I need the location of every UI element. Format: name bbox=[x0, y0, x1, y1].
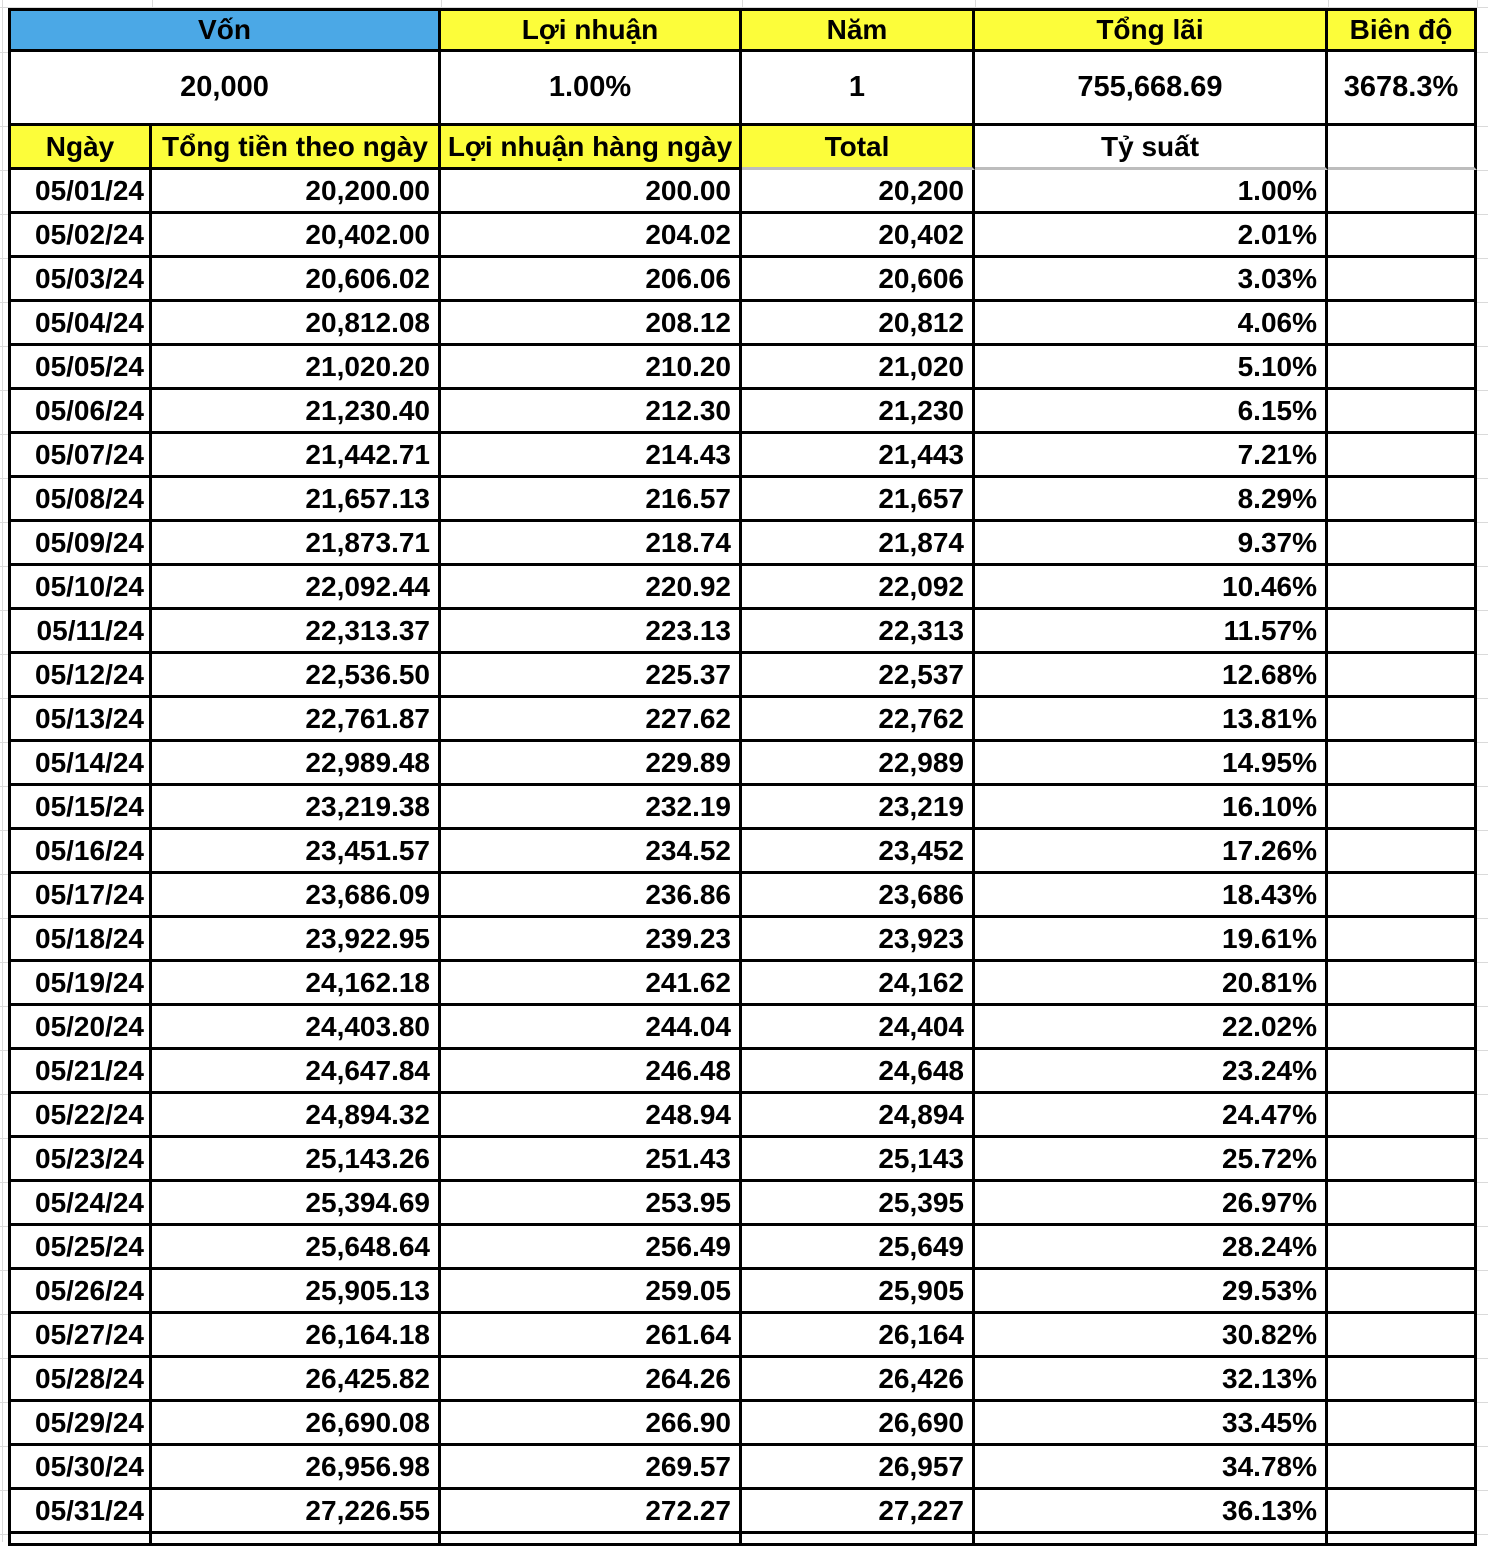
cell-daily-total[interactable]: 25,648.64 bbox=[152, 1226, 441, 1270]
cell-date[interactable]: 05/05/24 bbox=[11, 346, 152, 390]
cell-daily-total[interactable]: 26,164.18 bbox=[152, 1314, 441, 1358]
cell-total[interactable]: 26,690 bbox=[742, 1402, 975, 1446]
cell-blank[interactable] bbox=[1328, 742, 1477, 786]
cell-daily-profit[interactable]: 261.64 bbox=[441, 1314, 742, 1358]
cell-date[interactable]: 05/23/24 bbox=[11, 1138, 152, 1182]
gridline bbox=[441, 0, 442, 8]
cell-rate[interactable]: 4.06% bbox=[975, 302, 1328, 346]
col-header-blank[interactable] bbox=[1328, 126, 1477, 170]
cell-total[interactable]: 24,894 bbox=[742, 1094, 975, 1138]
cell-blank[interactable] bbox=[1328, 874, 1477, 918]
empty-cell[interactable] bbox=[11, 1534, 152, 1546]
gridline bbox=[1328, 0, 1329, 8]
cell-rate[interactable]: 14.95% bbox=[975, 742, 1328, 786]
cell-date[interactable]: 05/21/24 bbox=[11, 1050, 152, 1094]
cell-daily-total[interactable]: 20,200.00 bbox=[152, 170, 441, 214]
cell-daily-profit[interactable]: 259.05 bbox=[441, 1270, 742, 1314]
cell-daily-total[interactable]: 24,894.32 bbox=[152, 1094, 441, 1138]
cell-rate[interactable]: 25.72% bbox=[975, 1138, 1328, 1182]
cell-date[interactable]: 05/14/24 bbox=[11, 742, 152, 786]
cell-rate[interactable]: 3.03% bbox=[975, 258, 1328, 302]
cell-daily-profit[interactable]: 236.86 bbox=[441, 874, 742, 918]
cell-blank[interactable] bbox=[1328, 346, 1477, 390]
cell-blank[interactable] bbox=[1328, 654, 1477, 698]
col-header-rate[interactable]: Tỷ suất bbox=[975, 126, 1328, 170]
cell-rate[interactable]: 28.24% bbox=[975, 1226, 1328, 1270]
cell-daily-profit[interactable]: 227.62 bbox=[441, 698, 742, 742]
cell-total[interactable]: 26,957 bbox=[742, 1446, 975, 1490]
cell-rate[interactable]: 24.47% bbox=[975, 1094, 1328, 1138]
cell-daily-total[interactable]: 22,313.37 bbox=[152, 610, 441, 654]
spreadsheet-table bbox=[8, 8, 1477, 1546]
gridline bbox=[742, 0, 743, 8]
cell-total[interactable]: 21,443 bbox=[742, 434, 975, 478]
cell-total[interactable]: 22,537 bbox=[742, 654, 975, 698]
header-margin[interactable]: Biên độ bbox=[1328, 11, 1477, 52]
cell-rate[interactable]: 19.61% bbox=[975, 918, 1328, 962]
cell-daily-profit[interactable]: 253.95 bbox=[441, 1182, 742, 1226]
empty-cell[interactable] bbox=[1328, 1534, 1477, 1546]
cell-blank[interactable] bbox=[1328, 1094, 1477, 1138]
cell-rate[interactable]: 10.46% bbox=[975, 566, 1328, 610]
cell-blank[interactable] bbox=[1328, 1358, 1477, 1402]
header-total-interest[interactable]: Tổng lãi bbox=[975, 11, 1328, 52]
cell-daily-profit[interactable]: 256.49 bbox=[441, 1226, 742, 1270]
header-profit[interactable]: Lợi nhuận bbox=[441, 11, 742, 52]
cell-total[interactable]: 21,874 bbox=[742, 522, 975, 566]
cell-blank[interactable] bbox=[1328, 610, 1477, 654]
cell-daily-total[interactable]: 23,451.57 bbox=[152, 830, 441, 874]
cell-rate[interactable]: 32.13% bbox=[975, 1358, 1328, 1402]
cell-total[interactable]: 21,020 bbox=[742, 346, 975, 390]
cell-daily-profit[interactable]: 206.06 bbox=[441, 258, 742, 302]
cell-date[interactable]: 05/15/24 bbox=[11, 786, 152, 830]
cell-blank[interactable] bbox=[1328, 830, 1477, 874]
cell-daily-total[interactable]: 25,905.13 bbox=[152, 1270, 441, 1314]
cell-rate[interactable]: 7.21% bbox=[975, 434, 1328, 478]
cell-rate[interactable]: 6.15% bbox=[975, 390, 1328, 434]
cell-rate[interactable]: 33.45% bbox=[975, 1402, 1328, 1446]
cell-daily-total[interactable]: 22,989.48 bbox=[152, 742, 441, 786]
cell-blank[interactable] bbox=[1328, 1314, 1477, 1358]
cell-date[interactable]: 05/11/24 bbox=[11, 610, 152, 654]
cell-date[interactable]: 05/26/24 bbox=[11, 1270, 152, 1314]
cell-blank[interactable] bbox=[1328, 1490, 1477, 1534]
cell-total[interactable]: 24,162 bbox=[742, 962, 975, 1006]
cell-total[interactable]: 20,402 bbox=[742, 214, 975, 258]
cell-blank[interactable] bbox=[1328, 170, 1477, 214]
cell-date[interactable]: 05/27/24 bbox=[11, 1314, 152, 1358]
gridline bbox=[975, 0, 976, 8]
cell-daily-total[interactable]: 23,219.38 bbox=[152, 786, 441, 830]
col-header-date[interactable]: Ngày bbox=[11, 126, 152, 170]
cell-daily-total[interactable]: 21,873.71 bbox=[152, 522, 441, 566]
cell-daily-profit[interactable]: 210.20 bbox=[441, 346, 742, 390]
cell-blank[interactable] bbox=[1328, 1270, 1477, 1314]
cell-daily-total[interactable]: 27,226.55 bbox=[152, 1490, 441, 1534]
cell-date[interactable]: 05/29/24 bbox=[11, 1402, 152, 1446]
cell-date[interactable]: 05/24/24 bbox=[11, 1182, 152, 1226]
cell-daily-total[interactable]: 21,657.13 bbox=[152, 478, 441, 522]
cell-daily-profit[interactable]: 232.19 bbox=[441, 786, 742, 830]
cell-total[interactable]: 22,092 bbox=[742, 566, 975, 610]
cell-daily-profit[interactable]: 216.57 bbox=[441, 478, 742, 522]
cell-total[interactable]: 25,143 bbox=[742, 1138, 975, 1182]
cell-daily-total[interactable]: 26,425.82 bbox=[152, 1358, 441, 1402]
cell-total[interactable]: 23,686 bbox=[742, 874, 975, 918]
cell-blank[interactable] bbox=[1328, 962, 1477, 1006]
cell-blank[interactable] bbox=[1328, 390, 1477, 434]
cell-rate[interactable]: 34.78% bbox=[975, 1446, 1328, 1490]
cell-date[interactable]: 05/22/24 bbox=[11, 1094, 152, 1138]
cell-rate[interactable]: 23.24% bbox=[975, 1050, 1328, 1094]
cell-daily-total[interactable]: 23,686.09 bbox=[152, 874, 441, 918]
col-header-daily-total[interactable]: Tổng tiền theo ngày bbox=[152, 126, 441, 170]
cell-daily-profit[interactable]: 229.89 bbox=[441, 742, 742, 786]
col-header-total[interactable]: Total bbox=[742, 126, 975, 170]
cell-blank[interactable] bbox=[1328, 478, 1477, 522]
cell-daily-total[interactable]: 20,606.02 bbox=[152, 258, 441, 302]
cell-total[interactable]: 24,648 bbox=[742, 1050, 975, 1094]
cell-date[interactable]: 05/28/24 bbox=[11, 1358, 152, 1402]
cell-total[interactable]: 21,230 bbox=[742, 390, 975, 434]
cell-daily-profit[interactable]: 241.62 bbox=[441, 962, 742, 1006]
cell-rate[interactable]: 17.26% bbox=[975, 830, 1328, 874]
cell-daily-profit[interactable]: 269.57 bbox=[441, 1446, 742, 1490]
cell-blank[interactable] bbox=[1328, 1050, 1477, 1094]
header-capital[interactable]: Vốn bbox=[11, 11, 441, 52]
cell-date[interactable]: 05/08/24 bbox=[11, 478, 152, 522]
cell-rate[interactable]: 30.82% bbox=[975, 1314, 1328, 1358]
cell-total[interactable]: 26,426 bbox=[742, 1358, 975, 1402]
cell-date[interactable]: 05/16/24 bbox=[11, 830, 152, 874]
value-margin[interactable]: 3678.3% bbox=[1328, 52, 1477, 126]
cell-daily-profit[interactable]: 272.27 bbox=[441, 1490, 742, 1534]
cell-date[interactable]: 05/01/24 bbox=[11, 170, 152, 214]
empty-cell[interactable] bbox=[441, 1534, 742, 1546]
cell-rate[interactable]: 18.43% bbox=[975, 874, 1328, 918]
cell-total[interactable]: 22,762 bbox=[742, 698, 975, 742]
empty-cell[interactable] bbox=[975, 1534, 1328, 1546]
cell-date[interactable]: 05/10/24 bbox=[11, 566, 152, 610]
cell-daily-profit[interactable]: 218.74 bbox=[441, 522, 742, 566]
gridline bbox=[152, 0, 153, 8]
cell-blank[interactable] bbox=[1328, 522, 1477, 566]
cell-blank[interactable] bbox=[1328, 698, 1477, 742]
cell-date[interactable]: 05/09/24 bbox=[11, 522, 152, 566]
cell-daily-profit[interactable]: 225.37 bbox=[441, 654, 742, 698]
cell-blank[interactable] bbox=[1328, 214, 1477, 258]
cell-date[interactable]: 05/02/24 bbox=[11, 214, 152, 258]
cell-daily-total[interactable]: 20,812.08 bbox=[152, 302, 441, 346]
cell-daily-total[interactable]: 26,690.08 bbox=[152, 1402, 441, 1446]
cell-daily-total[interactable]: 24,403.80 bbox=[152, 1006, 441, 1050]
cell-daily-total[interactable]: 21,442.71 bbox=[152, 434, 441, 478]
cell-rate[interactable]: 8.29% bbox=[975, 478, 1328, 522]
cell-blank[interactable] bbox=[1328, 434, 1477, 478]
cell-daily-profit[interactable]: 214.43 bbox=[441, 434, 742, 478]
cell-rate[interactable]: 1.00% bbox=[975, 170, 1328, 214]
header-year[interactable]: Năm bbox=[742, 11, 975, 52]
cell-rate[interactable]: 22.02% bbox=[975, 1006, 1328, 1050]
cell-daily-total[interactable]: 25,394.69 bbox=[152, 1182, 441, 1226]
cell-date[interactable]: 05/13/24 bbox=[11, 698, 152, 742]
cell-daily-profit[interactable]: 204.02 bbox=[441, 214, 742, 258]
cell-blank[interactable] bbox=[1328, 918, 1477, 962]
cell-daily-total[interactable]: 25,143.26 bbox=[152, 1138, 441, 1182]
cell-total[interactable]: 23,219 bbox=[742, 786, 975, 830]
value-capital[interactable]: 20,000 bbox=[11, 52, 441, 126]
cell-date[interactable]: 05/19/24 bbox=[11, 962, 152, 1006]
cell-total[interactable]: 23,923 bbox=[742, 918, 975, 962]
cell-daily-profit[interactable]: 248.94 bbox=[441, 1094, 742, 1138]
cell-daily-total[interactable]: 20,402.00 bbox=[152, 214, 441, 258]
cell-daily-profit[interactable]: 239.23 bbox=[441, 918, 742, 962]
cell-date[interactable]: 05/03/24 bbox=[11, 258, 152, 302]
cell-rate[interactable]: 36.13% bbox=[975, 1490, 1328, 1534]
cell-date[interactable]: 05/25/24 bbox=[11, 1226, 152, 1270]
cell-total[interactable]: 24,404 bbox=[742, 1006, 975, 1050]
col-header-daily-profit[interactable]: Lợi nhuận hàng ngày bbox=[441, 126, 742, 170]
cell-date[interactable]: 05/30/24 bbox=[11, 1446, 152, 1490]
cell-date[interactable]: 05/12/24 bbox=[11, 654, 152, 698]
empty-cell[interactable] bbox=[152, 1534, 441, 1546]
cell-total[interactable]: 21,657 bbox=[742, 478, 975, 522]
cell-daily-total[interactable]: 22,092.44 bbox=[152, 566, 441, 610]
cell-daily-total[interactable]: 21,020.20 bbox=[152, 346, 441, 390]
cell-rate[interactable]: 29.53% bbox=[975, 1270, 1328, 1314]
cell-total[interactable]: 25,905 bbox=[742, 1270, 975, 1314]
cell-blank[interactable] bbox=[1328, 1138, 1477, 1182]
cell-daily-profit[interactable]: 200.00 bbox=[441, 170, 742, 214]
empty-cell[interactable] bbox=[742, 1534, 975, 1546]
cell-total[interactable]: 20,606 bbox=[742, 258, 975, 302]
cell-daily-total[interactable]: 22,761.87 bbox=[152, 698, 441, 742]
cell-blank[interactable] bbox=[1328, 1182, 1477, 1226]
cell-date[interactable]: 05/17/24 bbox=[11, 874, 152, 918]
cell-total[interactable]: 22,989 bbox=[742, 742, 975, 786]
cell-daily-profit[interactable]: 223.13 bbox=[441, 610, 742, 654]
cell-date[interactable]: 05/31/24 bbox=[11, 1490, 152, 1534]
cell-total[interactable]: 20,200 bbox=[742, 170, 975, 214]
cell-rate[interactable]: 2.01% bbox=[975, 214, 1328, 258]
cell-blank[interactable] bbox=[1328, 786, 1477, 830]
cell-daily-profit[interactable]: 251.43 bbox=[441, 1138, 742, 1182]
cell-daily-total[interactable]: 23,922.95 bbox=[152, 918, 441, 962]
cell-blank[interactable] bbox=[1328, 1446, 1477, 1490]
cell-daily-total[interactable]: 24,647.84 bbox=[152, 1050, 441, 1094]
cell-rate[interactable]: 13.81% bbox=[975, 698, 1328, 742]
cell-blank[interactable] bbox=[1328, 1402, 1477, 1446]
cell-daily-total[interactable]: 22,536.50 bbox=[152, 654, 441, 698]
gridline bbox=[2, 0, 3, 1542]
cell-blank[interactable] bbox=[1328, 566, 1477, 610]
cell-date[interactable]: 05/04/24 bbox=[11, 302, 152, 346]
cell-daily-profit[interactable]: 246.48 bbox=[441, 1050, 742, 1094]
gridline bbox=[1477, 0, 1478, 8]
cell-rate[interactable]: 5.10% bbox=[975, 346, 1328, 390]
value-year[interactable]: 1 bbox=[742, 52, 975, 126]
cell-date[interactable]: 05/18/24 bbox=[11, 918, 152, 962]
cell-daily-total[interactable]: 26,956.98 bbox=[152, 1446, 441, 1490]
cell-total[interactable]: 25,395 bbox=[742, 1182, 975, 1226]
cell-daily-profit[interactable]: 244.04 bbox=[441, 1006, 742, 1050]
cell-daily-profit[interactable]: 212.30 bbox=[441, 390, 742, 434]
value-profit[interactable]: 1.00% bbox=[441, 52, 742, 126]
cell-rate[interactable]: 16.10% bbox=[975, 786, 1328, 830]
cell-rate[interactable]: 9.37% bbox=[975, 522, 1328, 566]
cell-blank[interactable] bbox=[1328, 1226, 1477, 1270]
cell-total[interactable]: 26,164 bbox=[742, 1314, 975, 1358]
value-total-interest[interactable]: 755,668.69 bbox=[975, 52, 1328, 126]
cell-daily-profit[interactable]: 234.52 bbox=[441, 830, 742, 874]
cell-total[interactable]: 22,313 bbox=[742, 610, 975, 654]
cell-total[interactable]: 25,649 bbox=[742, 1226, 975, 1270]
cell-daily-total[interactable]: 21,230.40 bbox=[152, 390, 441, 434]
cell-date[interactable]: 05/06/24 bbox=[11, 390, 152, 434]
cell-total[interactable]: 23,452 bbox=[742, 830, 975, 874]
cell-total[interactable]: 20,812 bbox=[742, 302, 975, 346]
cell-daily-total[interactable]: 24,162.18 bbox=[152, 962, 441, 1006]
cell-daily-profit[interactable]: 208.12 bbox=[441, 302, 742, 346]
cell-blank[interactable] bbox=[1328, 258, 1477, 302]
cell-blank[interactable] bbox=[1328, 1006, 1477, 1050]
cell-daily-profit[interactable]: 264.26 bbox=[441, 1358, 742, 1402]
cell-blank[interactable] bbox=[1328, 302, 1477, 346]
cell-rate[interactable]: 26.97% bbox=[975, 1182, 1328, 1226]
cell-rate[interactable]: 20.81% bbox=[975, 962, 1328, 1006]
cell-rate[interactable]: 12.68% bbox=[975, 654, 1328, 698]
cell-rate[interactable]: 11.57% bbox=[975, 610, 1328, 654]
cell-date[interactable]: 05/07/24 bbox=[11, 434, 152, 478]
cell-daily-profit[interactable]: 266.90 bbox=[441, 1402, 742, 1446]
cell-daily-profit[interactable]: 220.92 bbox=[441, 566, 742, 610]
cell-date[interactable]: 05/20/24 bbox=[11, 1006, 152, 1050]
cell-total[interactable]: 27,227 bbox=[742, 1490, 975, 1534]
